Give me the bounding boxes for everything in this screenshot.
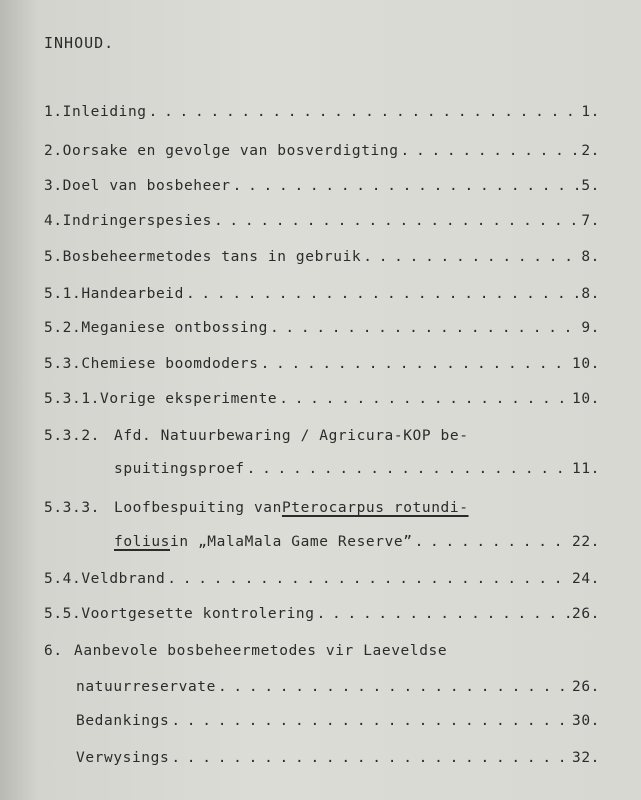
species-name: Pterocarpus rotundi-	[281, 500, 469, 516]
toc-entry	[44, 500, 600, 516]
entry-title: Vorige eksperimente	[99, 391, 278, 407]
dot-leader	[363, 249, 579, 265]
toc-entry	[44, 391, 600, 407]
toc-entry	[44, 286, 600, 302]
entry-number: 5.	[44, 249, 63, 265]
entry-page: 32.	[572, 750, 600, 766]
toc-entry-continuation	[114, 534, 600, 550]
dot-leader	[171, 750, 570, 766]
dot-leader	[149, 104, 580, 120]
entry-title-continued: natuurreservate	[76, 679, 216, 695]
toc-entry	[44, 213, 600, 229]
entry-page: 9.	[581, 320, 600, 336]
entry-title: Bedankings	[76, 713, 170, 729]
entry-number: 2.	[44, 143, 63, 159]
toc-entry	[44, 606, 600, 622]
entry-page: 10.	[572, 391, 600, 407]
entry-page: 11.	[572, 461, 600, 477]
entry-number: 3.	[44, 178, 63, 194]
entry-number: 5.3.2.	[44, 428, 100, 444]
entry-title: Bosbeheermetodes tans in gebruik	[62, 249, 362, 265]
toc-entry	[44, 320, 600, 336]
toc-entry	[44, 178, 600, 194]
toc-entry	[44, 104, 600, 120]
dot-leader	[171, 713, 570, 729]
entry-title-continued: spuitingsproef	[114, 461, 245, 477]
dot-leader	[247, 461, 570, 477]
entry-title: Inleiding	[62, 104, 147, 120]
entry-title-continued: in „MalaMala Game Reserve”	[169, 534, 413, 550]
entry-title: Verwysings	[76, 750, 170, 766]
entry-page: 8.	[581, 286, 600, 302]
dot-leader	[167, 571, 570, 587]
entry-page: 5.	[581, 178, 600, 194]
entry-title: Loofbespuiting van	[114, 500, 282, 516]
toc-entry	[76, 713, 600, 729]
entry-page: 7.	[581, 213, 600, 229]
entry-title: Voortgesette kontrolering	[81, 606, 315, 622]
entry-page: 24.	[572, 571, 600, 587]
dot-leader	[270, 320, 579, 336]
dot-leader	[401, 143, 580, 159]
toc-entry	[44, 571, 600, 587]
entry-title: Indringerspesies	[62, 213, 212, 229]
dot-leader	[317, 606, 570, 622]
entry-page: 22.	[572, 534, 600, 550]
toc-entry	[44, 143, 600, 159]
toc-entry	[44, 356, 600, 372]
entry-number: 5.2.	[44, 320, 82, 336]
entry-title: Veldbrand	[81, 571, 166, 587]
dot-leader	[218, 679, 570, 695]
entry-page: 26.	[572, 606, 600, 622]
entry-number: 4.	[44, 213, 63, 229]
entry-page: 2.	[581, 143, 600, 159]
entry-page: 8.	[581, 249, 600, 265]
entry-number: 5.5.	[44, 606, 82, 622]
entry-title: Afd. Natuurbewaring / Agricura-KOP be-	[114, 428, 469, 444]
entry-number: 5.4.	[44, 571, 82, 587]
dot-leader	[214, 213, 579, 229]
toc-entry	[44, 643, 600, 659]
entry-page: 10.	[572, 356, 600, 372]
entry-title: Aanbevole bosbeheermetodes vir Laeveldse	[74, 643, 448, 659]
toc-entry	[76, 750, 600, 766]
species-name-continued: folius	[114, 534, 170, 550]
toc-entry	[44, 249, 600, 265]
entry-title: Meganiese ontbossing	[81, 320, 268, 336]
toc-entry-continuation	[76, 679, 600, 695]
entry-number: 5.3.1.	[44, 391, 100, 407]
entry-title: Oorsake en gevolge van bosverdigting	[62, 143, 399, 159]
entry-page: 1.	[581, 104, 600, 120]
entry-number: 1.	[44, 104, 63, 120]
toc-entry	[44, 428, 600, 444]
dot-leader	[415, 534, 570, 550]
toc-heading: INHOUD.	[44, 34, 115, 52]
toc-entry-continuation	[114, 461, 600, 477]
entry-page: 26.	[572, 679, 600, 695]
entry-number: 6.	[44, 643, 63, 659]
entry-number: 5.3.	[44, 356, 82, 372]
dot-leader	[233, 178, 580, 194]
entry-page: 30.	[572, 713, 600, 729]
dot-leader	[186, 286, 579, 302]
dot-leader	[261, 356, 570, 372]
dot-leader	[279, 391, 570, 407]
entry-number: 5.3.3.	[44, 500, 100, 516]
entry-title: Handearbeid	[81, 286, 184, 302]
entry-title: Chemiese boomdoders	[81, 356, 259, 372]
entry-number: 5.1.	[44, 286, 82, 302]
entry-title: Doel van bosbeheer	[62, 178, 231, 194]
